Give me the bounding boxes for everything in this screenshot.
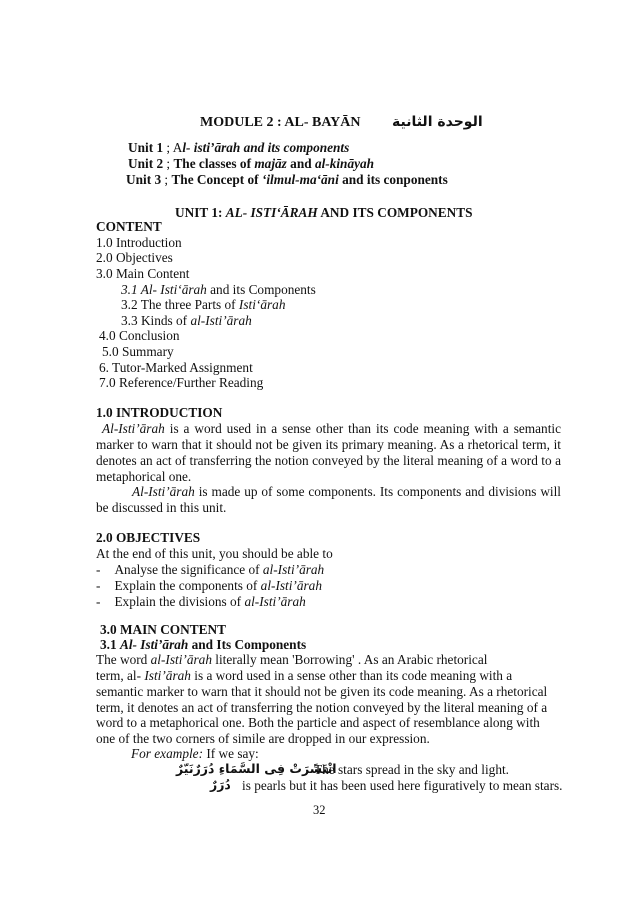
arabic-gloss: The stars spread in the sky and light. bbox=[314, 762, 509, 777]
unit-1-text-b: l- isti’ārah and its components bbox=[182, 140, 350, 155]
unit-1-sep: ; bbox=[163, 140, 173, 155]
unit-1-text-a: A bbox=[172, 140, 183, 155]
arabic-word: دُرَرٌ bbox=[210, 777, 231, 792]
content-item-em: 3.1 Al- Isti‘ārah bbox=[121, 282, 207, 297]
content-item-em: Isti‘ārah bbox=[238, 297, 286, 312]
objective-term: al-Isti’ārah bbox=[262, 562, 325, 577]
content-item bbox=[121, 297, 285, 313]
main-content-heading: 3.0 MAIN CONTENT bbox=[100, 622, 226, 637]
unit-3-prefix: Unit 3 bbox=[126, 172, 162, 187]
content-item: 1.0 Introduction bbox=[96, 235, 182, 250]
intro-term: Al-Isti’ārah bbox=[132, 484, 195, 499]
objective-term: al-Isti’ārah bbox=[260, 578, 322, 593]
sub-rest: and Its Components bbox=[188, 637, 307, 652]
unit-heading-em: AL- ISTI‘ĀRAH bbox=[225, 205, 318, 220]
objective-item bbox=[96, 594, 306, 610]
content-item: 2.0 Objectives bbox=[96, 250, 173, 265]
content-item: 5.0 Summary bbox=[102, 344, 174, 359]
content-item-text: 3.3 Kinds of bbox=[121, 313, 191, 328]
example-label: For example: bbox=[131, 746, 203, 761]
content-item: 4.0 Conclusion bbox=[99, 328, 180, 343]
introduction-paragraph-2 bbox=[96, 484, 561, 516]
module-title: MODULE 2 : AL- BAYĀN bbox=[200, 115, 361, 130]
arabic-word-gloss: is pearls but it has been used here figuratively to mean stars. bbox=[242, 778, 563, 793]
line-term: al-Isti’ārah bbox=[150, 652, 212, 667]
unit-2-text-a: The classes of bbox=[173, 156, 255, 171]
unit-1-line bbox=[128, 140, 349, 156]
example-line bbox=[131, 746, 259, 762]
main-line: word to a metaphorical one. Both the particle and aspect of resemblance along with bbox=[96, 715, 540, 730]
unit-2-text-b: and bbox=[286, 156, 315, 171]
introduction-heading: 1.0 INTRODUCTION bbox=[96, 405, 223, 420]
main-line: semantic marker to warn that it should not be given its code meaning. As a rhetorical bbox=[96, 684, 548, 699]
unit-heading-plain: UNIT 1: bbox=[175, 205, 226, 220]
unit-1-prefix: Unit 1 bbox=[128, 140, 164, 155]
objective-item bbox=[96, 578, 322, 594]
content-item-text: 3.2 The three Parts of bbox=[121, 297, 239, 312]
intro-p2-text: is made up of some components. Its components and divisions will be discussed in this unit. bbox=[96, 484, 561, 515]
line-text: literally mean 'Borrowing' . As an Arabic rhetorical bbox=[211, 652, 488, 667]
content-heading: CONTENT bbox=[96, 219, 162, 234]
unit-3-sep: ; bbox=[161, 172, 172, 187]
content-item bbox=[121, 282, 316, 298]
content-item: 7.0 Reference/Further Reading bbox=[99, 375, 264, 390]
unit-2-line bbox=[128, 156, 374, 172]
line-text: term, al- bbox=[96, 668, 145, 683]
line-term: Isti’ārah bbox=[144, 668, 191, 683]
content-item: 3.0 Main Content bbox=[96, 266, 190, 281]
objectives-heading: 2.0 OBJECTIVES bbox=[96, 530, 201, 545]
introduction-paragraph-1 bbox=[96, 421, 561, 485]
unit-3-em1: ‘ilmul-ma‘āni bbox=[261, 172, 339, 187]
objective-term: al-Isti’ārah bbox=[244, 594, 306, 609]
main-subheading bbox=[100, 637, 306, 653]
objective-text: Explain the divisions of bbox=[114, 594, 245, 609]
objective-item bbox=[96, 562, 324, 578]
content-item bbox=[121, 313, 252, 329]
objective-text: Explain the components of bbox=[114, 578, 261, 593]
intro-term: Al-Isti’ārah bbox=[102, 421, 165, 436]
content-item: 6. Tutor-Marked Assignment bbox=[99, 360, 253, 375]
main-line bbox=[96, 652, 487, 668]
list-dash: - bbox=[96, 578, 101, 593]
line-text: is a word used in a sense other than its code meaning with a bbox=[190, 668, 513, 683]
content-item-em: al-Isti’ārah bbox=[190, 313, 252, 328]
list-dash: - bbox=[96, 562, 101, 577]
intro-p1-text: is a word used in a sense other than its code meaning with a semantic marker to warn that it should not be given its primary meaning. As a rhetorical term, it denotes an act of transferring the notion conveyed by the literal meaning of a word to a metaphorical one. bbox=[96, 421, 561, 484]
objectives-lead: At the end of this unit, you should be able to bbox=[96, 546, 333, 561]
arabic-example: انْتَشَرَتْ فِى السَّمَاءِ دُرَرٌنَيّرٌ bbox=[176, 761, 337, 776]
unit-2-sep: ; bbox=[163, 156, 174, 171]
unit-heading-rest: AND ITS COMPONENTS bbox=[317, 205, 473, 220]
sub-num: 3.1 bbox=[100, 637, 120, 652]
content-item-text: and its Components bbox=[206, 282, 316, 297]
unit-3-text-b: and its conponents bbox=[338, 172, 448, 187]
unit-heading bbox=[175, 205, 473, 221]
module-arabic-title: الوحدة الثانية bbox=[392, 114, 483, 130]
unit-3-line bbox=[126, 172, 448, 188]
unit-3-text-a: The Concept of bbox=[171, 172, 262, 187]
main-line: one of the two corners of simile are dropped in our expression. bbox=[96, 731, 430, 746]
unit-2-em1: majāz bbox=[254, 156, 287, 171]
objective-text: Analyse the significance of bbox=[114, 562, 263, 577]
unit-2-prefix: Unit 2 bbox=[128, 156, 164, 171]
list-dash: - bbox=[96, 594, 101, 609]
line-text: The word bbox=[96, 652, 151, 667]
page-number: 32 bbox=[313, 803, 326, 817]
example-text: If we say: bbox=[203, 746, 259, 761]
unit-2-em2: al-kināyah bbox=[314, 156, 375, 171]
sub-term: Al- Isti’ārah bbox=[119, 637, 189, 652]
main-line: term, it denotes an act of transferring the notion conveyed by the literal meaning of a bbox=[96, 700, 548, 715]
main-line bbox=[96, 668, 512, 684]
